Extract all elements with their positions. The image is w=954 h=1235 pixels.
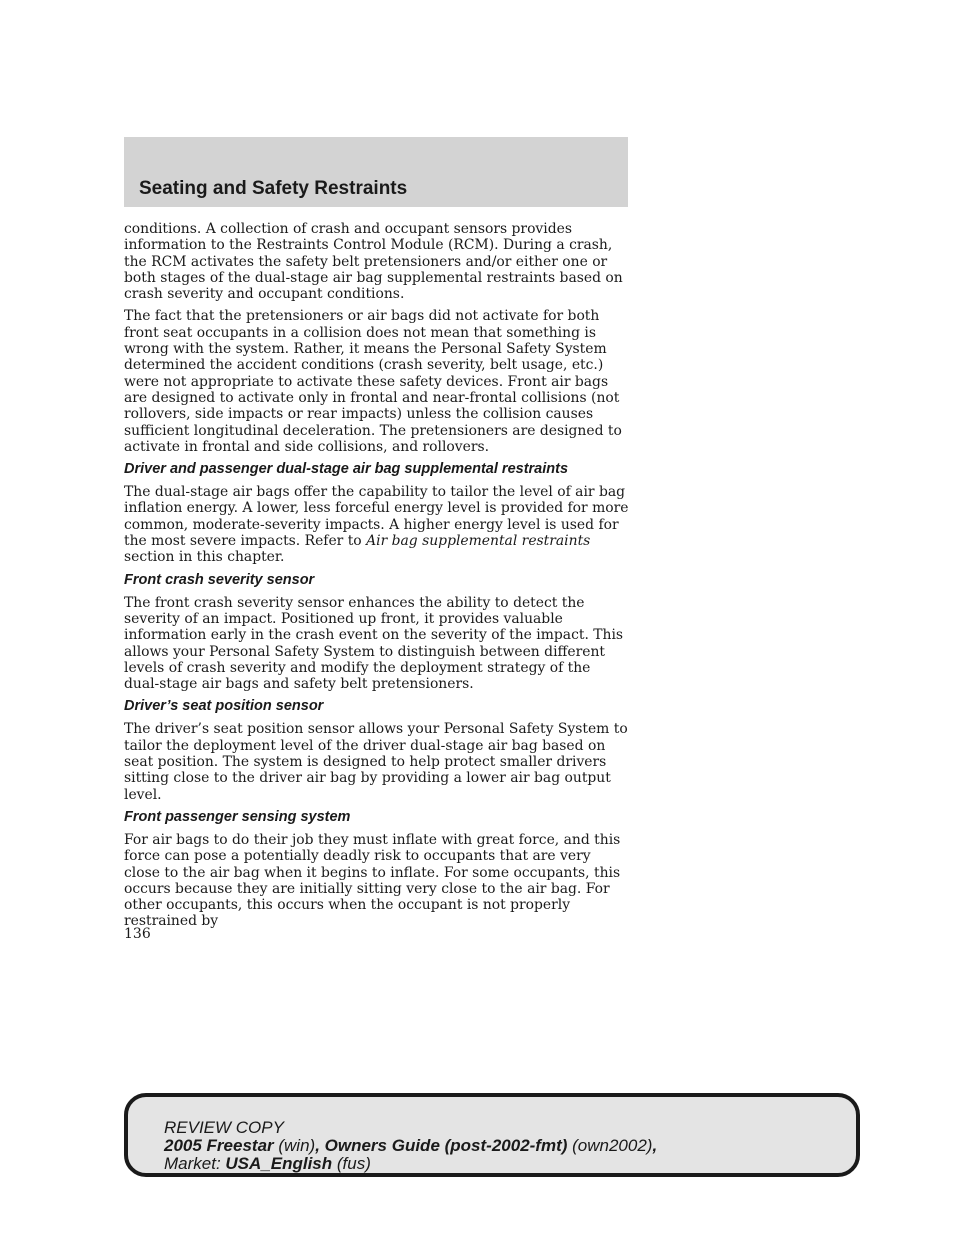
- guide-separator: ,: [652, 1136, 658, 1155]
- paragraph-dual-stage: [124, 484, 629, 565]
- paragraph-passenger-sensing: For air bags to do their job they must inflate with great force, and this force can pose a potentially deadly risk to occupants that are very close to the air bag when it begins to inflate. For some occupants, this occurs because they are initially sitting very close to the air bag. For other occupants, this occurs when the occupant is not properly restrained by: [124, 831, 621, 930]
- paragraph-dual-stage-end: section in this chapter.: [124, 549, 285, 566]
- section-title: Seating and Safety Restraints: [139, 178, 408, 199]
- section-header-band: [124, 137, 628, 207]
- heading-seat-position-sensor: Driver’s seat position sensor: [124, 698, 324, 715]
- guide-code: (own2002): [567, 1136, 653, 1155]
- review-copy-box: [124, 1093, 860, 1177]
- review-copy-label: REVIEW COPY: [164, 1118, 284, 1137]
- heading-passenger-sensing-system: Front passenger sensing system: [124, 808, 351, 825]
- paragraph-seat-position-sensor: The driver’s seat position sensor allows your Personal Safety System to tailor the deployment level of the driver dual-stage air bag based on seat position. The system is designed to help protect smaller drivers sitting close to the driver air bag by providing a lower air bag output level.: [124, 721, 628, 803]
- vehicle-model-code: (win): [273, 1136, 316, 1155]
- paragraph-front-crash-sensor: The front crash severity sensor enhances the ability to detect the severity of an impact. Positioned up front, it provides valuable information early in the crash event on the severity of the impact. This allows your Personal Safety System to distinguish between different levels of crash severity and modify the deployment strategy of the dual-stage air bags and safety belt pretensioners.: [124, 594, 624, 693]
- market-code: (fus): [332, 1154, 371, 1173]
- paragraph-crash-sensors: conditions. A collection of crash and occupant sensors provides information to the Restraints Control Module (RCM). During a crash, the RCM activates the safety belt pretensioners and/or either one or both stages of the dual-stage air bag supplemental restraints based on crash severity and occupant conditions.: [124, 221, 623, 303]
- market-label: Market:: [164, 1154, 226, 1173]
- guide-name: , Owners Guide (post-2002-fmt): [315, 1136, 568, 1155]
- market-value: USA_English: [225, 1154, 333, 1173]
- heading-dual-stage-air-bags: Driver and passenger dual-stage air bag supplemental restraints: [124, 461, 569, 478]
- heading-front-crash-severity-sensor: Front crash severity sensor: [124, 571, 315, 588]
- paragraph-dual-stage-text: The dual-stage air bags offer the capability to tailor the level of air bag inflation energy. A lower, less forceful energy level is provided for more common, moderate-severity impacts. A higher energy level is used for the most severe impacts. Refer to: [124, 484, 629, 550]
- review-copy-text: [164, 1119, 657, 1173]
- page-number: 136: [124, 926, 151, 942]
- page-content: [124, 221, 629, 936]
- vehicle-model: 2005 Freestar: [164, 1136, 274, 1155]
- cross-reference-air-bag-section: Air bag supplemental restraints: [366, 533, 591, 550]
- paragraph-no-activation: The fact that the pretensioners or air bags did not activate for both front seat occupants in a collision does not mean that something is wrong with the system. Rather, it means the Personal Safety System determined the accident conditions (crash severity, belt usage, etc.) were not appropriate to activate these safety devices. Front air bags are designed to activate only in frontal and near-frontal collisions (not rollovers, side impacts or rear impacts) unless the collision causes sufficient longitudinal deceleration. The pretensioners are designed to activate in frontal and side collisions, and rollovers.: [124, 308, 622, 455]
